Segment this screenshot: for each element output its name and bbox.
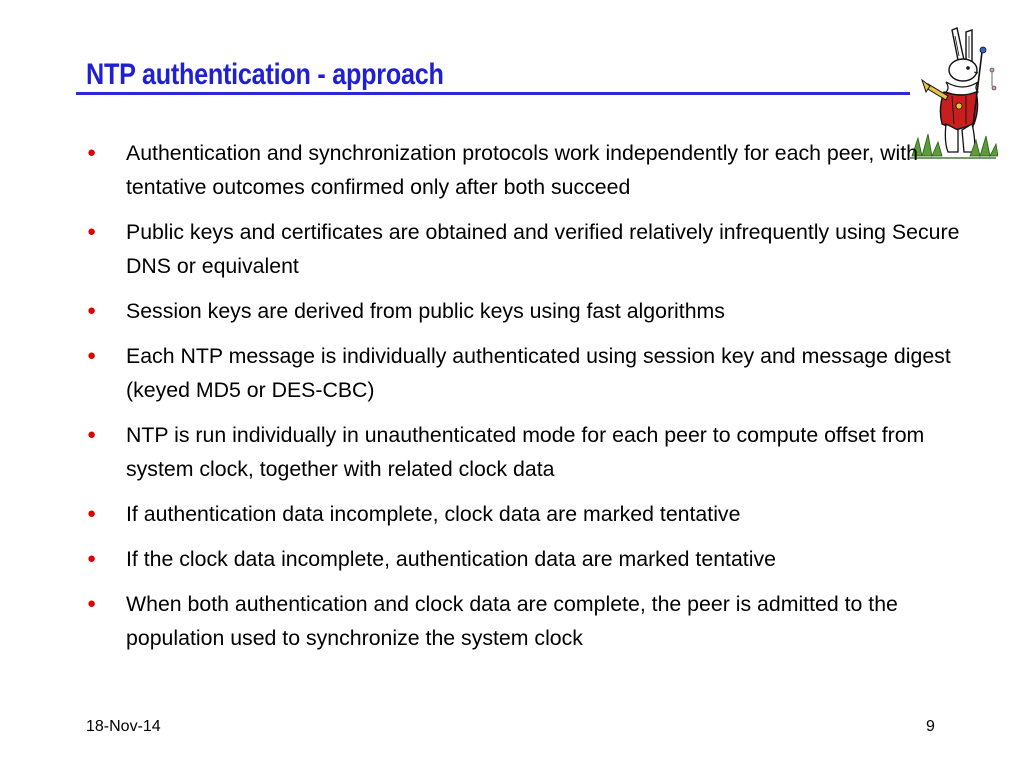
bullet-text: Each NTP message is individually authenticated using session key and message digest (keyed MD5 or DES-CBC): [126, 344, 951, 402]
bullet-dot-icon: ●: [87, 302, 97, 319]
slide-title: NTP authentication - approach: [86, 58, 444, 91]
bullet-item: [86, 497, 966, 531]
footer-date: 18-Nov-14: [86, 718, 161, 735]
bullet-text: If the clock data incomplete, authentication data are marked tentative: [126, 547, 776, 571]
bullet-text: Authentication and synchronization protocols work independently for each peer, with tentative outcomes confirmed only after both succeed: [126, 141, 919, 199]
bullet-item: [86, 136, 966, 204]
bullet-dot-icon: ●: [87, 595, 97, 612]
bullet-dot-icon: ●: [87, 144, 97, 161]
bullet-item: [86, 418, 966, 486]
bullet-text: Session keys are derived from public keys using fast algorithms: [126, 299, 725, 323]
bullet-dot-icon: ●: [87, 550, 97, 567]
title-underline: [76, 92, 910, 95]
bullet-item: [86, 294, 966, 328]
bullet-dot-icon: ●: [87, 223, 97, 240]
bullet-text: NTP is run individually in unauthenticated mode for each peer to compute offset from system clock, together with related clock data: [126, 423, 925, 481]
bullet-list: [86, 136, 966, 666]
page-number: 9: [926, 718, 935, 735]
bullet-item: [86, 339, 966, 407]
bullet-dot-icon: ●: [87, 505, 97, 522]
bullet-dot-icon: ●: [87, 426, 97, 443]
bullet-text: When both authentication and clock data are complete, the peer is admitted to the population used to synchronize the system clock: [126, 592, 898, 650]
bullet-dot-icon: ●: [87, 347, 97, 364]
bullet-item: [86, 542, 966, 576]
bullet-text: If authentication data incomplete, clock data are marked tentative: [126, 502, 741, 526]
bullet-item: [86, 215, 966, 283]
bullet-text: Public keys and certificates are obtained and verified relatively infrequently using Secure DNS or equivalent: [126, 220, 960, 278]
bullet-item: [86, 587, 966, 655]
